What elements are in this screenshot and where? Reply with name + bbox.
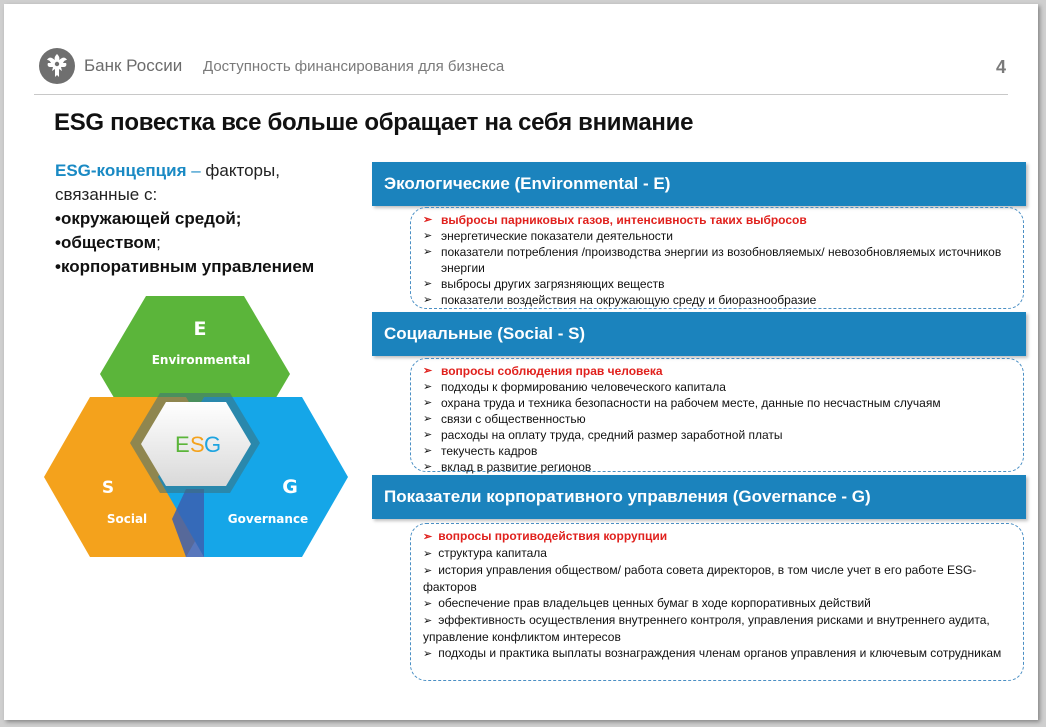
social-list-item: ➢ текучесть кадров [423,443,1013,459]
intro-item-society: •обществом [55,233,157,252]
governance-list-item: ➢ эффективность осуществления внутреннего контроля, управления рисками и внутреннего аудита, управление конфликтом интересов [423,612,1013,645]
intro-text-1: факторы, [205,161,280,180]
esg-hexagon-diagram [42,289,358,569]
intro-dash: – [186,161,206,180]
esg-intro [55,159,375,279]
esg-term: ESG-концепция [55,161,187,180]
intro-item-environment: •окружающей средой; [55,209,242,228]
environmental-list [410,207,1024,309]
environmental-list-item: ➢ выбросы парниковых газов, интенсивность таких выбросов [423,212,1013,228]
header-divider [34,94,1008,95]
governance-list-item: ➢ обеспечение прав владельцев ценных бумаг в ходе корпоративных действий [423,595,1013,612]
slide [4,4,1038,720]
governance-header: Показатели корпоративного управления (Governance - G) [372,475,1026,519]
social-list-item: ➢ охрана труда и техника безопасности на рабочем месте, данные по несчастным случаям [423,395,1013,411]
social-list [410,358,1024,472]
center-label-e: E [175,432,190,457]
page-number: 4 [995,57,1006,77]
center-label-g: G [204,432,222,457]
intro-item-governance: •корпоративным управлением [55,257,315,276]
s-letter: S [101,478,115,498]
bank-name: Банк России [84,56,183,75]
social-list-item: ➢ связи с общественностью [423,411,1013,427]
header-subtitle: Доступность финансирования для бизнеса [203,58,505,75]
governance-list-item: ➢ история управления обществом/ работа совета директоров, в том числе учет в его работе ESG-факторов [423,562,1013,595]
governance-list [410,523,1024,681]
governance-list-item: ➢ структура капитала [423,545,1013,562]
environmental-list-item: ➢ энергетические показатели деятельности [423,228,1013,244]
environmental-list-item: ➢ показатели воздействия на окружающую среду и биоразнообразие [423,292,1013,308]
bank-of-russia-eagle-icon [38,47,76,85]
governance-list-item: ➢ вопросы противодействия коррупции [423,528,1013,545]
environmental-header: Экологические (Environmental - E) [372,162,1026,206]
social-list-item: ➢ вопросы соблюдения прав человека [423,363,1013,379]
social-header: Социальные (Social - S) [372,312,1026,356]
environmental-list-item: ➢ показатели потребления /производства энергии из возобновляемых/ невозобновляемых источников энергии [423,244,1013,276]
intro-item-society-punct: ; [156,233,161,252]
g-label: Governance [227,512,309,526]
intro-text-2: связанные с: [55,185,158,204]
e-letter: E [193,318,207,340]
center-label-s: S [190,432,205,457]
s-label: Social [106,512,148,526]
g-letter: G [282,476,298,498]
governance-list-item: ➢ подходы и практика выплаты вознаграждения членам органов управления и ключевым сотрудникам [423,645,1013,662]
environmental-list-item: ➢ выбросы других загрязняющих веществ [423,276,1013,292]
slide-title: ESG повестка все больше обращает на себя внимание [54,109,694,136]
social-list-item: ➢ подходы к формированию человеческого капитала [423,379,1013,395]
social-list-item: ➢ расходы на оплату труда, средний размер заработной платы [423,427,1013,443]
social-list-item: ➢ вклад в развитие регионов [423,459,1013,475]
e-label: Environmental [151,353,251,367]
